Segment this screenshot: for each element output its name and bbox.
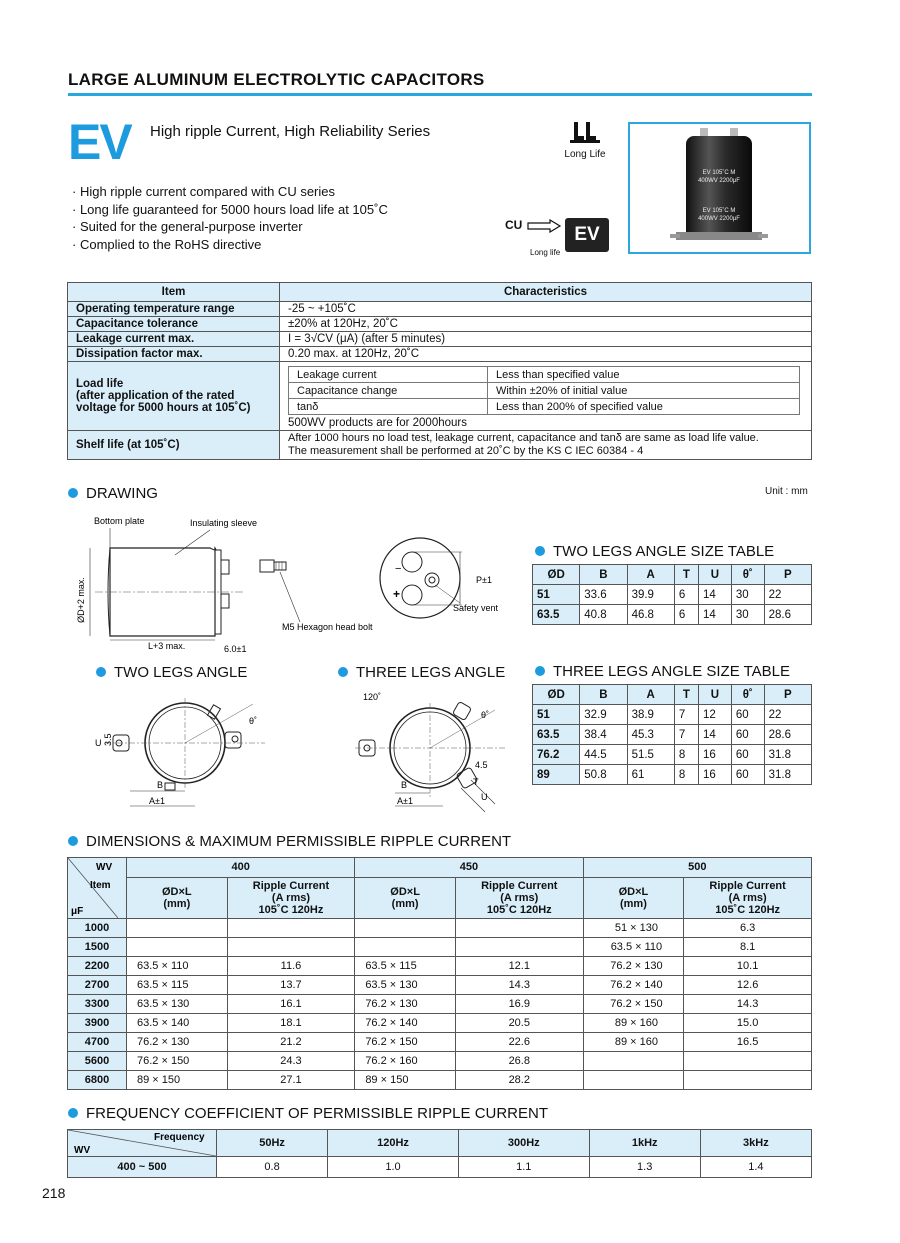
theta-label: θ˚ bbox=[249, 716, 258, 726]
cell: 51 × 130 bbox=[583, 919, 684, 938]
cell: 31.8 bbox=[764, 765, 811, 785]
cell: 30 bbox=[731, 605, 764, 625]
capacitance-cell: 1500 bbox=[68, 938, 127, 957]
table-row bbox=[68, 1014, 812, 1033]
col-header: T bbox=[674, 685, 698, 705]
corner-diagonal bbox=[68, 1130, 216, 1156]
two-legs-title: TWO LEGS ANGLE bbox=[96, 664, 247, 681]
spec-item: Leakage current max. bbox=[68, 332, 280, 347]
cell: 0.8 bbox=[217, 1157, 328, 1178]
cell: 12.6 bbox=[684, 976, 812, 995]
page-number: 218 bbox=[42, 1185, 66, 1201]
cell: 63.5 × 115 bbox=[127, 976, 228, 995]
cell: 76.2 × 130 bbox=[583, 957, 684, 976]
cell: 44.5 bbox=[580, 745, 627, 765]
cell: 51.5 bbox=[627, 745, 674, 765]
table-row bbox=[68, 995, 812, 1014]
cell: 16.1 bbox=[227, 995, 355, 1014]
spec-item: Operating temperature range bbox=[68, 302, 280, 317]
two-legs-table-title: TWO LEGS ANGLE SIZE TABLE bbox=[535, 543, 774, 560]
cell: 16 bbox=[698, 745, 731, 765]
u-label: U bbox=[481, 792, 488, 802]
table-row bbox=[68, 957, 812, 976]
cell: 6 bbox=[674, 585, 698, 605]
frequency-title: FREQUENCY COEFFICIENT OF PERMISSIBLE RIPPLE CURRENT bbox=[68, 1105, 548, 1122]
cell: 60 bbox=[731, 725, 764, 745]
capacitance-cell: 6800 bbox=[68, 1071, 127, 1090]
voltage-header: 500 bbox=[583, 858, 811, 878]
cell: 1.1 bbox=[458, 1157, 589, 1178]
cell: 24.3 bbox=[227, 1052, 355, 1071]
col-header: θ˚ bbox=[731, 565, 764, 585]
load-life-note: 500WV products are for 2000hours bbox=[288, 417, 467, 429]
col-rc: Ripple Current (A rms) 105˚C 120Hz bbox=[455, 877, 583, 918]
long-life-icon bbox=[560, 120, 610, 144]
cell: 63.5 × 130 bbox=[355, 976, 456, 995]
cell: 76.2 × 150 bbox=[355, 1033, 456, 1052]
two-legs-size-table bbox=[532, 564, 812, 625]
product-photo bbox=[628, 122, 811, 254]
capacitance-cell: 3300 bbox=[68, 995, 127, 1014]
load-life-value: Within ±20% of initial value bbox=[487, 383, 799, 399]
freq-header: 300Hz bbox=[458, 1130, 589, 1157]
t-label: T bbox=[473, 777, 479, 787]
cell bbox=[583, 1052, 684, 1071]
capacitance-cell: 5600 bbox=[68, 1052, 127, 1071]
cell: 60 bbox=[731, 705, 764, 725]
load-life-label: Leakage current bbox=[289, 367, 488, 383]
cell: 20.5 bbox=[455, 1014, 583, 1033]
frequency-header-row bbox=[68, 1130, 812, 1157]
table-row bbox=[68, 1071, 812, 1090]
load-life-value: Less than 200% of specified value bbox=[487, 399, 799, 415]
cell: 89 bbox=[533, 765, 580, 785]
dim-label: 3.5 bbox=[103, 733, 113, 746]
capacitance-cell: 4700 bbox=[68, 1033, 127, 1052]
cell: 14 bbox=[698, 585, 731, 605]
load-life-label: Capacitance change bbox=[289, 383, 488, 399]
cell bbox=[355, 919, 456, 938]
spec-item: Capacitance tolerance bbox=[68, 317, 280, 332]
cell: 76.2 × 150 bbox=[583, 995, 684, 1014]
cell: 6.3 bbox=[684, 919, 812, 938]
cell: 76.2 bbox=[533, 745, 580, 765]
cell: 63.5 × 115 bbox=[355, 957, 456, 976]
minus-terminal-label: − bbox=[395, 563, 402, 575]
cell bbox=[355, 938, 456, 957]
cell bbox=[227, 919, 355, 938]
cell: 39.9 bbox=[627, 585, 674, 605]
page-title: LARGE ALUMINUM ELECTROLYTIC CAPACITORS bbox=[68, 70, 485, 89]
terminal-label: 6.0±1 bbox=[224, 644, 247, 654]
unit-label: Unit : mm bbox=[765, 486, 808, 497]
load-life-label: tanδ bbox=[289, 399, 488, 415]
cell: 51 bbox=[533, 585, 580, 605]
arrow-right-icon bbox=[526, 219, 562, 233]
table-row bbox=[533, 725, 812, 745]
cell bbox=[684, 1071, 812, 1090]
two-legs-drawing bbox=[85, 688, 285, 813]
lineage-note: Long life bbox=[530, 248, 561, 257]
cell: 11.6 bbox=[227, 957, 355, 976]
freq-header: 1kHz bbox=[589, 1130, 700, 1157]
freq-corner-wv: WV bbox=[74, 1145, 91, 1156]
a-label: A±1 bbox=[149, 796, 165, 806]
capacitance-cell: 3900 bbox=[68, 1014, 127, 1033]
cell bbox=[227, 938, 355, 957]
diameter-label: ØD+2 max. bbox=[76, 577, 86, 623]
cell: 16 bbox=[698, 765, 731, 785]
cell: 63.5 bbox=[533, 605, 580, 625]
table-row bbox=[533, 605, 812, 625]
spec-row bbox=[68, 332, 812, 347]
table-row bbox=[68, 919, 812, 938]
col-header: P bbox=[764, 685, 811, 705]
cell: 7 bbox=[674, 705, 698, 725]
sleeve-text: 400WV 2200μF bbox=[698, 178, 740, 184]
three-legs-title: THREE LEGS ANGLE bbox=[338, 664, 505, 681]
b-label: B bbox=[401, 780, 408, 790]
spec-row-load-life bbox=[68, 362, 812, 431]
col-header: P bbox=[764, 565, 811, 585]
table-row bbox=[68, 938, 812, 957]
drawing-section-title: DRAWING bbox=[68, 485, 158, 502]
cell bbox=[455, 938, 583, 957]
length-label: L+3 max. bbox=[148, 641, 186, 651]
cell: 28.6 bbox=[764, 725, 811, 745]
cell: 61 bbox=[627, 765, 674, 785]
cell: 51 bbox=[533, 705, 580, 725]
table-row bbox=[533, 585, 812, 605]
cell: 14 bbox=[698, 605, 731, 625]
cell: 26.8 bbox=[455, 1052, 583, 1071]
cell: 12.1 bbox=[455, 957, 583, 976]
cell: 21.2 bbox=[227, 1033, 355, 1052]
col-header: B bbox=[580, 685, 627, 705]
cell: 76.2 × 130 bbox=[355, 995, 456, 1014]
corner-diagonal bbox=[68, 858, 118, 918]
cell: 76.2 × 160 bbox=[355, 1052, 456, 1071]
subheader-row bbox=[68, 877, 812, 918]
cell: 12 bbox=[698, 705, 731, 725]
cell: 8 bbox=[674, 745, 698, 765]
spec-row bbox=[68, 347, 812, 362]
long-life-label: Long Life bbox=[564, 149, 606, 160]
cell: 10.1 bbox=[684, 957, 812, 976]
bottom-plate-label: Bottom plate bbox=[94, 516, 145, 526]
angle-label: 120˚ bbox=[363, 692, 382, 702]
sleeve-text: 400WV 2200μF bbox=[698, 216, 740, 222]
capacitance-cell: 1000 bbox=[68, 919, 127, 938]
cell: 46.8 bbox=[627, 605, 674, 625]
cell: 30 bbox=[731, 585, 764, 605]
cell: 14 bbox=[698, 725, 731, 745]
cell: 6 bbox=[674, 605, 698, 625]
capacitor-drawing bbox=[70, 510, 510, 655]
spec-row bbox=[68, 317, 812, 332]
col-header: θ˚ bbox=[731, 685, 764, 705]
lineage-from: CU bbox=[505, 218, 523, 232]
cell: 76.2 × 140 bbox=[583, 976, 684, 995]
voltage-header: 450 bbox=[355, 858, 583, 878]
voltage-header: 400 bbox=[127, 858, 355, 878]
a-label: A±1 bbox=[397, 796, 413, 806]
corner-cell bbox=[68, 858, 127, 919]
load-life-value: Less than specified value bbox=[487, 367, 799, 383]
series-code: EV bbox=[68, 114, 131, 170]
col-header: ØD bbox=[533, 565, 580, 585]
freq-corner-frequency: Frequency bbox=[154, 1132, 205, 1143]
col-dl: ØD×L (mm) bbox=[355, 877, 456, 918]
frequency-table bbox=[67, 1129, 812, 1178]
cell: 63.5 × 110 bbox=[583, 938, 684, 957]
freq-header: 50Hz bbox=[217, 1130, 328, 1157]
col-header: B bbox=[580, 565, 627, 585]
cell: 8 bbox=[674, 765, 698, 785]
table-row bbox=[533, 705, 812, 725]
cell: 14.3 bbox=[455, 976, 583, 995]
col-rc: Ripple Current (A rms) 105˚C 120Hz bbox=[227, 877, 355, 918]
cell bbox=[583, 1071, 684, 1090]
dimensions-title: DIMENSIONS & MAXIMUM PERMISSIBLE RIPPLE CURRENT bbox=[68, 833, 511, 850]
long-life-badge bbox=[560, 120, 610, 160]
load-life-subtable bbox=[288, 366, 800, 415]
spec-value-load-life bbox=[280, 362, 812, 431]
three-legs-drawing bbox=[355, 688, 525, 818]
spec-value-shelf-life: After 1000 hours no load test, leakage current, capacitance and tanδ are same as load life value. The measurement shall be performed at 20˚C by the KS C IEC 60384 - 4 bbox=[280, 431, 812, 460]
three-legs-size-table bbox=[532, 684, 812, 785]
dimensions-table bbox=[67, 857, 812, 1090]
cell: 28.2 bbox=[455, 1071, 583, 1090]
cell: 8.1 bbox=[684, 938, 812, 957]
cell: 38.9 bbox=[627, 705, 674, 725]
cell: 1.3 bbox=[589, 1157, 700, 1178]
cell: 76.2 × 150 bbox=[127, 1052, 228, 1071]
cell: 89 × 150 bbox=[127, 1071, 228, 1090]
feature-item: · High ripple current compared with CU series bbox=[72, 183, 388, 201]
spec-row-shelf-life bbox=[68, 431, 812, 460]
freq-corner-cell bbox=[68, 1130, 217, 1157]
cell: 32.9 bbox=[580, 705, 627, 725]
cell: 76.2 × 140 bbox=[355, 1014, 456, 1033]
freq-header: 3kHz bbox=[700, 1130, 811, 1157]
cell: 63.5 × 110 bbox=[127, 957, 228, 976]
col-dl: ØD×L (mm) bbox=[583, 877, 684, 918]
corner-uf: μF bbox=[71, 906, 84, 917]
spec-table bbox=[67, 282, 812, 460]
spec-value: I = 3√CV (μA) (after 5 minutes) bbox=[280, 332, 812, 347]
cell: 33.6 bbox=[580, 585, 627, 605]
table-row bbox=[68, 1052, 812, 1071]
spec-row bbox=[68, 302, 812, 317]
feature-item: · Long life guaranteed for 5000 hours load life at 105˚C bbox=[72, 201, 388, 219]
table-row bbox=[68, 976, 812, 995]
theta-label: θ˚ bbox=[481, 710, 490, 720]
table-header-row bbox=[533, 685, 812, 705]
cell: 60 bbox=[731, 745, 764, 765]
spec-header-row bbox=[68, 283, 812, 302]
table-row bbox=[533, 765, 812, 785]
cell: 63.5 bbox=[533, 725, 580, 745]
capacitance-cell: 2700 bbox=[68, 976, 127, 995]
cell bbox=[455, 919, 583, 938]
spec-value: -25 ~ +105˚C bbox=[280, 302, 812, 317]
series-name: High ripple Current, High Reliability Series bbox=[150, 123, 431, 140]
corner-item: Item bbox=[90, 880, 111, 891]
cell: 13.7 bbox=[227, 976, 355, 995]
table-header-row bbox=[533, 565, 812, 585]
table-row bbox=[68, 1033, 812, 1052]
pitch-label: P±1 bbox=[476, 575, 492, 585]
spec-header-characteristics: Characteristics bbox=[280, 283, 812, 302]
spec-item-load-life: Load life (after application of the rated voltage for 5000 hours at 105˚C) bbox=[68, 362, 280, 431]
cell: 22.6 bbox=[455, 1033, 583, 1052]
cell: 14.3 bbox=[684, 995, 812, 1014]
col-dl: ØD×L (mm) bbox=[127, 877, 228, 918]
cell bbox=[684, 1052, 812, 1071]
screw-label: M5 Hexagon head bolt bbox=[282, 622, 373, 632]
capacitor-image bbox=[630, 124, 809, 252]
col-rc: Ripple Current (A rms) 105˚C 120Hz bbox=[684, 877, 812, 918]
cell: 89 × 150 bbox=[355, 1071, 456, 1090]
cell: 89 × 160 bbox=[583, 1033, 684, 1052]
cell: 50.8 bbox=[580, 765, 627, 785]
cell: 31.8 bbox=[764, 745, 811, 765]
spec-item-shelf-life: Shelf life (at 105˚C) bbox=[68, 431, 280, 460]
cell: 15.0 bbox=[684, 1014, 812, 1033]
cell: 18.1 bbox=[227, 1014, 355, 1033]
cell: 38.4 bbox=[580, 725, 627, 745]
b-label: B bbox=[157, 780, 164, 790]
dim-label: 4.5 bbox=[475, 760, 488, 770]
three-legs-table-title: THREE LEGS ANGLE SIZE TABLE bbox=[535, 663, 790, 680]
cell: 1.0 bbox=[328, 1157, 459, 1178]
cell: 27.1 bbox=[227, 1071, 355, 1090]
cell: 28.6 bbox=[764, 605, 811, 625]
cell: 16.5 bbox=[684, 1033, 812, 1052]
cell: 76.2 × 130 bbox=[127, 1033, 228, 1052]
cell bbox=[127, 919, 228, 938]
col-header: U bbox=[698, 565, 731, 585]
cell: 22 bbox=[764, 585, 811, 605]
cell: 63.5 × 130 bbox=[127, 995, 228, 1014]
capacitance-cell: 2200 bbox=[68, 957, 127, 976]
freq-header: 120Hz bbox=[328, 1130, 459, 1157]
safety-vent-label: Safety vent bbox=[453, 603, 499, 613]
cell: 22 bbox=[764, 705, 811, 725]
sleeve-text: EV 105˚C M bbox=[702, 208, 736, 214]
corner-wv: WV bbox=[96, 862, 113, 873]
cell: 45.3 bbox=[627, 725, 674, 745]
col-header: T bbox=[674, 565, 698, 585]
wv-cell: 400 ~ 500 bbox=[68, 1157, 217, 1178]
cell: 40.8 bbox=[580, 605, 627, 625]
col-header: ØD bbox=[533, 685, 580, 705]
cell: 16.9 bbox=[455, 995, 583, 1014]
cell bbox=[127, 938, 228, 957]
lineage-to: EV bbox=[565, 218, 609, 252]
cell: 1.4 bbox=[700, 1157, 811, 1178]
table-row bbox=[533, 745, 812, 765]
insulating-sleeve-label: Insulating sleeve bbox=[190, 518, 258, 528]
title-rule bbox=[68, 93, 812, 96]
table-row bbox=[68, 1157, 812, 1178]
spec-value: ±20% at 120Hz, 20˚C bbox=[280, 317, 812, 332]
cell: 60 bbox=[731, 765, 764, 785]
cell: 7 bbox=[674, 725, 698, 745]
spec-item: Dissipation factor max. bbox=[68, 347, 280, 362]
cell: 89 × 160 bbox=[583, 1014, 684, 1033]
feature-list bbox=[72, 183, 388, 254]
feature-item: · Complied to the RoHS directive bbox=[72, 236, 388, 254]
col-header: U bbox=[698, 685, 731, 705]
sleeve-text: EV 105˚C M bbox=[702, 170, 736, 176]
cell: 63.5 × 140 bbox=[127, 1014, 228, 1033]
col-header: A bbox=[627, 685, 674, 705]
voltage-header-row bbox=[68, 858, 812, 878]
lineage-diagram bbox=[505, 218, 562, 233]
u-label: U bbox=[95, 738, 102, 748]
feature-item: · Suited for the general-purpose inverter bbox=[72, 218, 388, 236]
spec-header-item: Item bbox=[68, 283, 280, 302]
col-header: A bbox=[627, 565, 674, 585]
spec-value: 0.20 max. at 120Hz, 20˚C bbox=[280, 347, 812, 362]
plus-terminal-label: + bbox=[393, 587, 401, 601]
